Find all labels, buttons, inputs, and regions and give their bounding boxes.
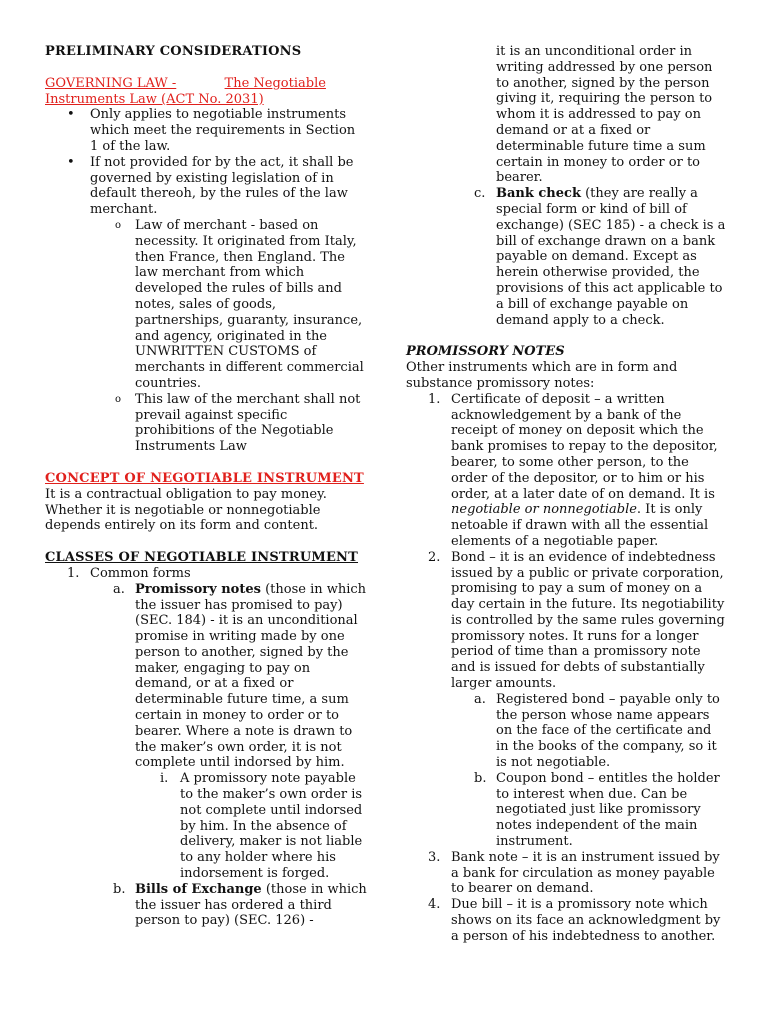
- concept-text: It is a contractual obligation to pay money. Whether it is negotiable or nonnegotiable depends entirely on its form and content.: [45, 486, 327, 534]
- list-item: 1. Certificate of deposit – a written acknowledgement by a bank of the receipt of money on deposit which the bank promises to repay to the depositor, bearer, to some other person, to the order of the depositor, or to him or his order, at a later date of on demand. It is negotiable or nonnegotiable. It is only netoable if drawn with all the essential elements of a negotiable paper.: [428, 391, 718, 549]
- promissory-notes-heading: PROMISSORY NOTES: [406, 344, 565, 360]
- list-letter: a.: [474, 691, 486, 707]
- promissory-notes-list: [406, 392, 726, 945]
- governing-law-label: GOVERNING LAW -: [45, 75, 177, 91]
- list-item: • Only applies to negotiable instruments which meet the requirements in Section 1 of the law.: [67, 107, 356, 154]
- list-item: 2. Bond – it is an evidence of indebtedness issued by a public or private corporation, promising to pay a sum of money on a day certain in the future. Its negotiability is controlled by the same rules governing promissory notes. It runs for a longer period of time than a promissory note and is issued for debts of substantially larger amounts.: [428, 549, 725, 692]
- list-letter: c.: [474, 186, 486, 202]
- circle-bullet-icon: o: [115, 219, 122, 231]
- list-item: 3. Bank note – it is an instrument issued by a bank for circulation as money payable to bearer on demand.: [428, 849, 720, 897]
- list-number: 1.: [428, 391, 441, 407]
- preliminary-heading: PRELIMINARY CONSIDERATIONS: [45, 44, 302, 59]
- list-item: 1. Common forms: [67, 565, 191, 581]
- governing-law-bullets: [45, 107, 367, 455]
- list-letter: b.: [113, 881, 126, 897]
- concept-heading: CONCEPT OF NEGOTIABLE INSTRUMENT: [45, 470, 364, 486]
- list-number: 2.: [428, 549, 441, 565]
- bullet-icon: •: [67, 154, 75, 170]
- list-roman: i.: [160, 771, 169, 787]
- list-number: 1.: [67, 565, 80, 581]
- circle-bullet-icon: o: [115, 393, 122, 405]
- classes-list: [45, 566, 367, 929]
- list-item: o This law of the merchant shall not prevail against specific prohibitions of the Negotiable Instruments Law: [115, 391, 361, 455]
- promissory-notes-intro: Other instruments which are in form and substance promissory notes:: [406, 360, 678, 391]
- bills-of-exchange-continued: it is an unconditional order in writing addressed by one person to another, signed by the person giving it, requiring the person to whom it is addressed to pay on demand or at a fixed or determinable future time a sum certain in money to order or to bearer.: [496, 44, 713, 186]
- list-item: 4. Due bill – it is a promissory note which shows on its face an acknowledgment by a person of his indebtedness to another.: [428, 897, 721, 944]
- bank-check-list: [406, 186, 726, 328]
- list-number: 4.: [428, 897, 441, 913]
- list-item: b. Coupon bond – entitles the holder to interest when due. Can be negotiated just like promissory notes independent of the main instrument.: [474, 770, 720, 850]
- list-item: b. Bills of Exchange (those in which the issuer has ordered a third person to pay) (SEC. 126) -: [113, 881, 367, 929]
- list-item: c. Bank check (they are really a special form or kind of bill of exchange) (SEC 185) - a check is a bill of exchange drawn on a bank payable on demand. Except as herein otherwise provided, the provisions of this act applicable to a bill of exchange payable on demand apply to a check.: [474, 186, 726, 328]
- list-item: a. Registered bond – payable only to the person whose name appears on the face of the certificate and in the books of the company, so it is not negotiable.: [474, 691, 720, 771]
- list-item: i. A promissory note payable to the maker’s own order is not complete until indorsed by him. In the absence of delivery, maker is not liable to any holder where his indorsement is forged.: [160, 771, 363, 882]
- list-number: 3.: [428, 849, 441, 865]
- classes-heading: CLASSES OF NEGOTIABLE INSTRUMENT: [45, 550, 359, 566]
- bullet-icon: •: [67, 107, 75, 123]
- list-letter: b.: [474, 770, 487, 786]
- list-letter: a.: [113, 581, 125, 597]
- list-item: a. Promissory notes (those in which the issuer has promised to pay) (SEC. 184) - it is an unconditional promise in writing made by one person to another, signed by the maker, engaging to pay on demand, or at a fixed or determinable future time, a sum certain in money to order or to bearer. Where a note is drawn to the maker’s own order, it is not complete until indorsed by him.: [113, 581, 367, 771]
- right-column: [406, 44, 726, 945]
- governing-law: [45, 76, 367, 108]
- list-item: • If not provided for by the act, it shall be governed by existing legislation of in default thereoh, by the rules of the law merchant.: [67, 154, 354, 218]
- list-item: o Law of merchant - based on necessity. It originated from Italy, then France, then England. The law merchant from which developed the rules of bills and notes, sales of goods, partnerships, guaranty, insurance, and agency, originated in the UNWRITTEN CUSTOMS of merchants in different commercial countries.: [115, 217, 364, 391]
- left-column: [45, 44, 367, 929]
- governing-law-value: The Negotiable Instruments Law (ACT No. 2031): [45, 75, 326, 107]
